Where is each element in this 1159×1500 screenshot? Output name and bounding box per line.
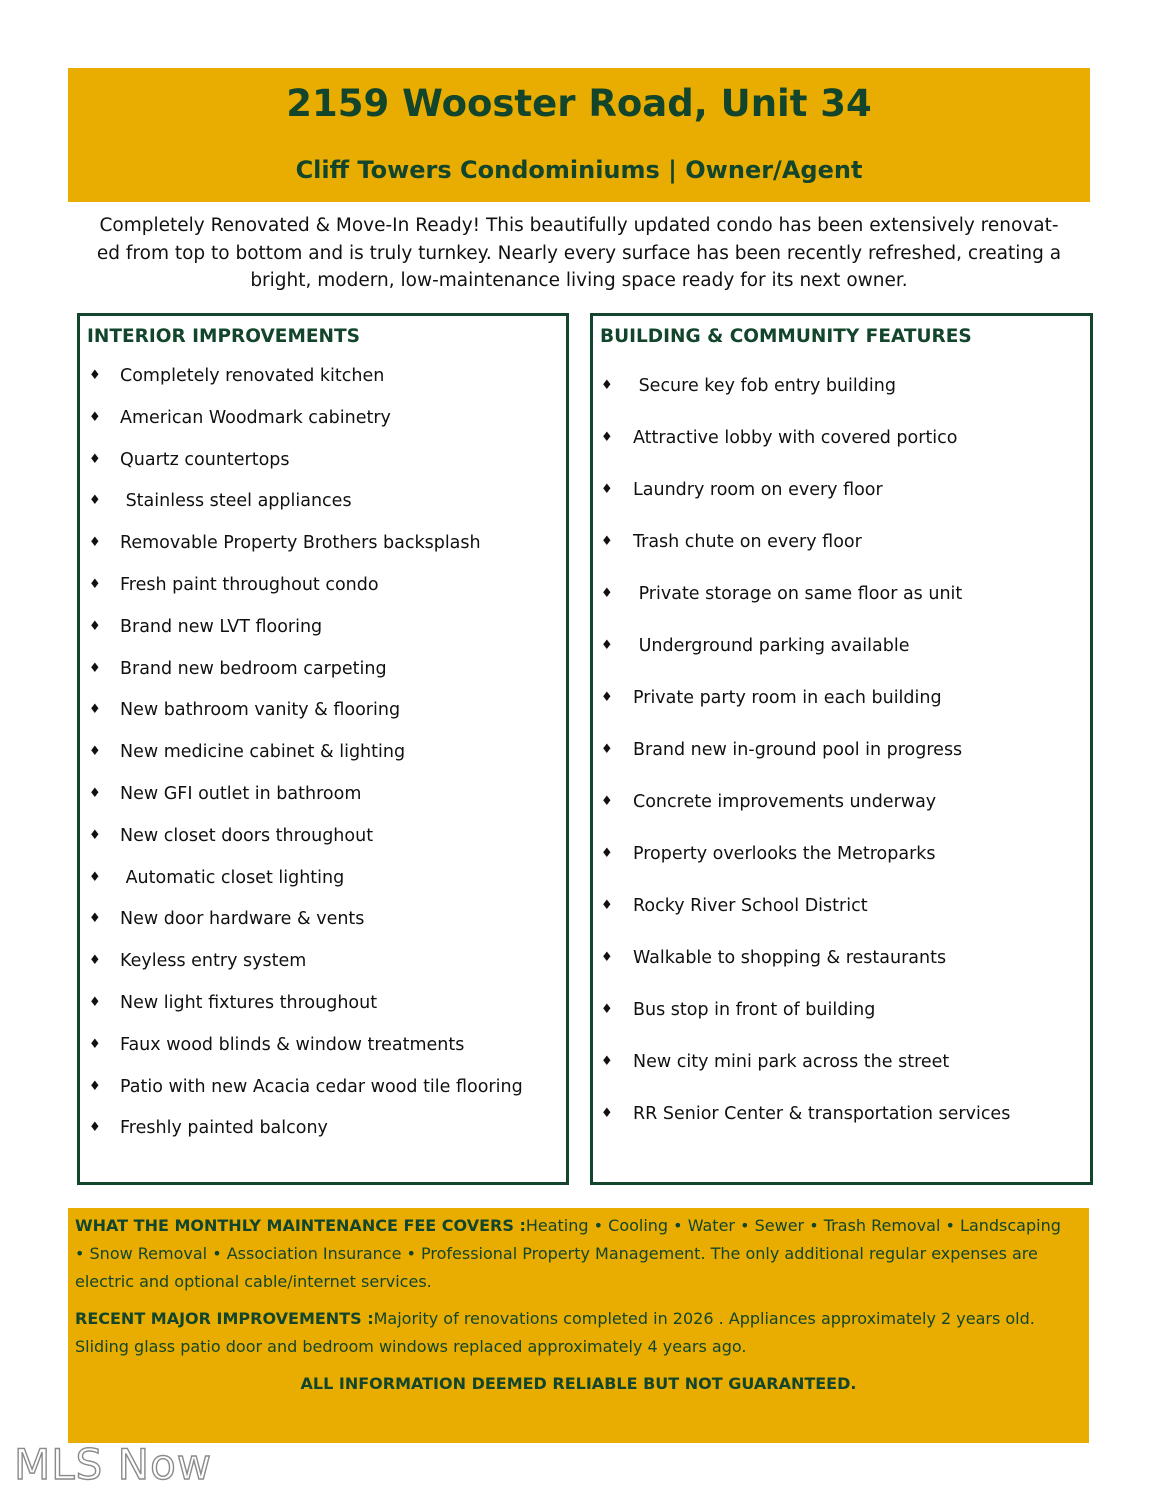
- diamond-bullet-icon: ♦: [601, 430, 613, 445]
- building-item-label: Property overlooks the Metroparks: [633, 844, 936, 864]
- interior-item-label: American Woodmark cabinetry: [120, 407, 391, 428]
- interior-item: [80, 826, 566, 868]
- interior-item-label: Freshly painted balcony: [120, 1118, 328, 1139]
- interior-item: [80, 491, 566, 533]
- diamond-bullet-icon: ♦: [89, 1078, 101, 1094]
- intro-line-2: ed from top to bottom and is truly turnkey. Nearly every surface has been recently refreshed, creating a: [96, 242, 1062, 264]
- interior-item: [80, 993, 566, 1035]
- diamond-bullet-icon: ♦: [89, 785, 101, 801]
- building-item-label: Private storage on same floor as unit: [633, 584, 963, 604]
- property-subtitle: Cliff Towers Condominiums | Owner/Agent: [295, 156, 863, 184]
- diamond-bullet-icon: ♦: [89, 911, 101, 927]
- interior-item: [80, 366, 566, 408]
- diamond-bullet-icon: ♦: [89, 660, 101, 676]
- diamond-bullet-icon: ♦: [89, 827, 101, 843]
- interior-item-label: Faux wood blinds & window treatments: [120, 1034, 465, 1055]
- interior-item: [80, 1077, 566, 1119]
- building-item-label: Underground parking available: [633, 636, 910, 656]
- interior-item: [80, 1118, 566, 1160]
- interior-item: [80, 909, 566, 951]
- diamond-bullet-icon: ♦: [601, 950, 613, 965]
- building-item: [593, 844, 1090, 896]
- diamond-bullet-icon: ♦: [601, 534, 613, 549]
- building-item-label: RR Senior Center & transportation services: [633, 1104, 1011, 1124]
- diamond-bullet-icon: ♦: [89, 368, 101, 383]
- building-item: [593, 688, 1090, 740]
- building-item: [593, 428, 1090, 480]
- building-item-label: Attractive lobby with covered portico: [633, 428, 958, 448]
- interior-item: [80, 659, 566, 701]
- building-item: [593, 480, 1090, 532]
- interior-item-label: New door hardware & vents: [120, 909, 365, 930]
- interior-list: [80, 366, 566, 1160]
- diamond-bullet-icon: ♦: [601, 794, 613, 809]
- footer-banner: [68, 1208, 1089, 1443]
- interior-item-label: New closet doors throughout: [120, 825, 374, 846]
- interior-item: [80, 575, 566, 617]
- building-item-label: Secure key fob entry building: [633, 376, 896, 396]
- building-item: [593, 584, 1090, 636]
- building-item: [593, 740, 1090, 792]
- diamond-bullet-icon: ♦: [89, 451, 101, 467]
- interior-item-label: Fresh paint throughout condo: [120, 574, 379, 595]
- interior-item-label: Quartz countertops: [120, 449, 290, 470]
- diamond-bullet-icon: ♦: [89, 994, 101, 1010]
- diamond-bullet-icon: ♦: [89, 535, 101, 551]
- diamond-bullet-icon: ♦: [89, 409, 101, 425]
- diamond-bullet-icon: ♦: [601, 638, 613, 653]
- interior-item: [80, 784, 566, 826]
- disclaimer: ALL INFORMATION DEEMED RELIABLE BUT NOT GUARANTEED.: [300, 1374, 857, 1393]
- diamond-bullet-icon: ♦: [601, 1002, 613, 1017]
- diamond-bullet-icon: ♦: [89, 869, 101, 885]
- diamond-bullet-icon: ♦: [601, 742, 613, 757]
- interior-item: [80, 408, 566, 450]
- property-address-title: 2159 Wooster Road, Unit 34: [286, 82, 872, 125]
- building-item: [593, 1000, 1090, 1052]
- interior-item: [80, 1035, 566, 1077]
- interior-improvements-box: [77, 313, 569, 1185]
- diamond-bullet-icon: ♦: [601, 846, 613, 861]
- mls-now-watermark: MLS Now: [14, 1440, 213, 1489]
- recent-improvements-label: RECENT MAJOR IMPROVEMENTS :: [75, 1309, 374, 1328]
- interior-item-label: Brand new bedroom carpeting: [120, 658, 387, 679]
- building-item-label: Walkable to shopping & restaurants: [633, 948, 947, 968]
- building-item: [593, 948, 1090, 1000]
- interior-item: [80, 450, 566, 492]
- building-item: [593, 896, 1090, 948]
- diamond-bullet-icon: ♦: [601, 482, 613, 497]
- maintenance-fee-paragraph: [75, 1212, 1071, 1296]
- building-item-label: Concrete improvements underway: [633, 792, 937, 812]
- diamond-bullet-icon: ♦: [89, 1036, 101, 1052]
- interior-item-label: New bathroom vanity & flooring: [120, 700, 401, 721]
- interior-item: [80, 951, 566, 993]
- interior-item: [80, 868, 566, 910]
- building-item-label: Rocky River School District: [633, 896, 868, 916]
- diamond-bullet-icon: ♦: [601, 1054, 613, 1069]
- interior-item: [80, 742, 566, 784]
- intro-description: [70, 212, 1088, 295]
- interior-item-label: Automatic closet lighting: [120, 867, 345, 888]
- interior-item-label: Stainless steel appliances: [120, 491, 352, 512]
- building-item-label: Laundry room on every floor: [633, 480, 883, 500]
- interior-item-label: New medicine cabinet & lighting: [120, 742, 406, 763]
- building-list: [593, 376, 1090, 1156]
- interior-item-label: Keyless entry system: [120, 951, 307, 972]
- intro-line-1: Completely Renovated & Move-In Ready! This beautifully updated condo has been extensively renovat-: [99, 215, 1059, 236]
- interior-item-label: Removable Property Brothers backsplash: [120, 533, 481, 554]
- building-item-label: Private party room in each building: [633, 688, 942, 708]
- building-item: [593, 1052, 1090, 1104]
- interior-item-label: Patio with new Acacia cedar wood tile flooring: [120, 1076, 523, 1097]
- diamond-bullet-icon: ♦: [89, 493, 101, 509]
- building-item: [593, 636, 1090, 688]
- diamond-bullet-icon: ♦: [601, 378, 613, 393]
- interior-item-label: New light fixtures throughout: [120, 992, 378, 1013]
- intro-line-3: bright, modern, low-maintenance living space ready for its next owner.: [250, 270, 908, 291]
- building-item-label: Brand new in-ground pool in progress: [633, 740, 963, 760]
- diamond-bullet-icon: ♦: [89, 744, 101, 760]
- maintenance-fee-label: WHAT THE MONTHLY MAINTENANCE FEE COVERS :: [75, 1216, 526, 1235]
- diamond-bullet-icon: ♦: [89, 576, 101, 592]
- building-item: [593, 792, 1090, 844]
- building-item-label: Bus stop in front of building: [633, 1000, 876, 1020]
- building-item-label: Trash chute on every floor: [633, 532, 862, 552]
- building-heading: BUILDING & COMMUNITY FEATURES: [600, 326, 972, 347]
- interior-item: [80, 700, 566, 742]
- header-banner: [68, 68, 1090, 202]
- recent-improvements-text: Majority of renovations completed in 2026 . Appliances approximately 2 years old. Sliding glass patio door and bedroom windows replaced approximately 4 years ago.: [75, 1309, 1035, 1356]
- interior-item-label: Brand new LVT flooring: [120, 616, 323, 637]
- building-features-box: [590, 313, 1093, 1185]
- diamond-bullet-icon: ♦: [89, 953, 101, 969]
- diamond-bullet-icon: ♦: [601, 690, 613, 705]
- building-item: [593, 1104, 1090, 1156]
- maintenance-fee-text: Heating • Cooling • Water • Sewer • Trash Removal • Landscaping • Snow Removal • Association Insurance • Professional Property Management. The only additional regular expenses are electric and optional cable/internet services.: [75, 1216, 1061, 1291]
- recent-improvements-paragraph: [75, 1305, 1071, 1361]
- interior-item-label: Completely renovated kitchen: [120, 366, 385, 386]
- diamond-bullet-icon: ♦: [89, 618, 101, 634]
- diamond-bullet-icon: ♦: [601, 1106, 613, 1121]
- building-item: [593, 376, 1090, 428]
- building-item-label: New city mini park across the street: [633, 1052, 950, 1072]
- diamond-bullet-icon: ♦: [89, 702, 101, 718]
- interior-heading: INTERIOR IMPROVEMENTS: [87, 326, 360, 347]
- diamond-bullet-icon: ♦: [601, 586, 613, 601]
- diamond-bullet-icon: ♦: [89, 1120, 101, 1136]
- interior-item: [80, 533, 566, 575]
- interior-item: [80, 617, 566, 659]
- diamond-bullet-icon: ♦: [601, 898, 613, 913]
- building-item: [593, 532, 1090, 584]
- interior-item-label: New GFI outlet in bathroom: [120, 783, 362, 804]
